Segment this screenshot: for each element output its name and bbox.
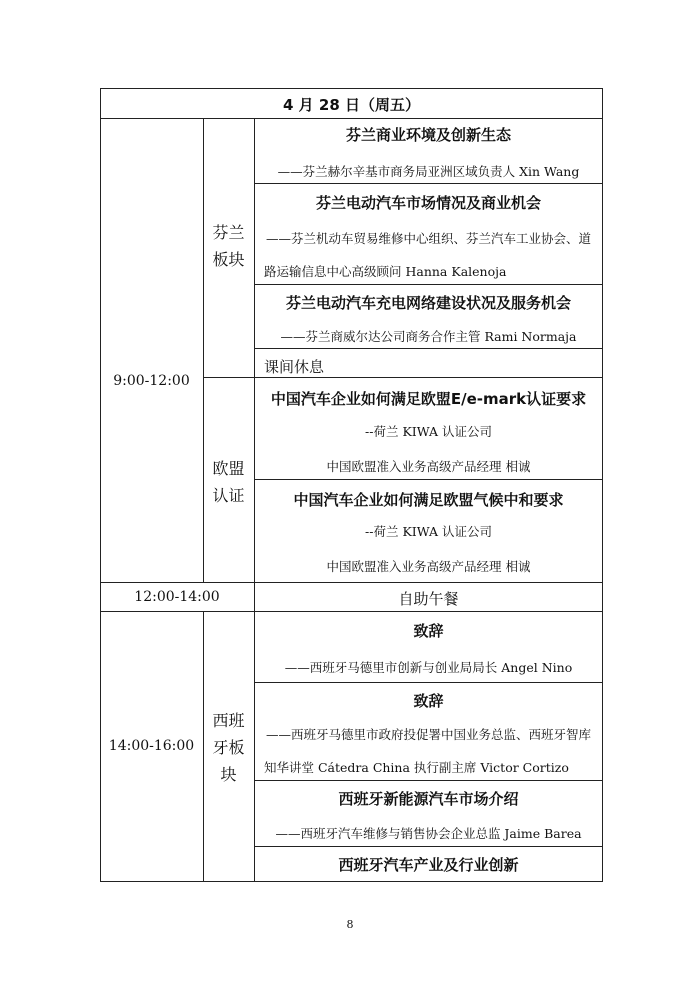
session-speaker: ——西班牙马德里市创新与创业局局长 Angel Nino	[284, 660, 573, 675]
row-divider	[100, 582, 603, 583]
row-divider	[254, 183, 603, 184]
time-slot-afternoon: 14:00-16:00	[108, 738, 195, 754]
row-divider	[254, 780, 603, 781]
column-divider	[254, 118, 255, 582]
session-title: 西班牙新能源汽车市场介绍	[338, 790, 519, 808]
row-divider	[254, 682, 603, 683]
time-slot-lunch: 12:00-14:00	[134, 589, 220, 605]
session-title: 中国汽车企业如何满足欧盟E/e-mark认证要求	[270, 390, 587, 408]
session-speaker: 知华讲堂 Cátedra China 执行副主席 Victor Cortizo	[264, 760, 569, 775]
table-border-bottom	[100, 881, 603, 882]
session-speaker: ——芬兰机动车贸易维修中心组织、芬兰汽车工业协会、道	[265, 231, 591, 246]
session-speaker: ——芬兰赫尔辛基市商务局亚洲区域负责人 Xin Wang	[277, 164, 580, 179]
session-title: 西班牙汽车产业及行业创新	[338, 856, 519, 874]
column-divider	[203, 118, 204, 582]
session-speaker: ——西班牙汽车维修与销售协会企业总监 Jaime Barea	[275, 826, 582, 841]
group-label-line: 块	[220, 765, 237, 784]
session-speaker: 中国欧盟准入业务高级产品经理 相诚	[326, 559, 531, 574]
session-speaker: 路运输信息中心高级顾问 Hanna Kalenoja	[264, 264, 507, 279]
session-speaker: --荷兰 KIWA 认证公司	[365, 524, 492, 539]
table-border-top	[100, 88, 603, 89]
session-title: 芬兰电动汽车市场情况及商业机会	[315, 194, 541, 212]
page-number: 8	[346, 918, 354, 931]
session-speaker: --荷兰 KIWA 认证公司	[365, 424, 492, 439]
group-label-line: 西班	[212, 711, 245, 730]
group-label-line: 芬兰	[212, 223, 245, 242]
time-slot-morning: 9:00-12:00	[113, 373, 190, 389]
session-speaker: ——西班牙马德里市政府投促署中国业务总监、西班牙智库	[265, 727, 591, 742]
group-label-spain	[203, 707, 254, 788]
session-speaker: ——芬兰商威尔达公司商务合作主管 Rami Normaja	[280, 329, 577, 344]
session-title: 致辞	[413, 692, 444, 710]
session-title: 中国汽车企业如何满足欧盟气候中和要求	[293, 491, 564, 509]
session-speaker: 中国欧盟准入业务高级产品经理 相诚	[326, 459, 531, 474]
row-divider	[100, 611, 603, 612]
session-title: 致辞	[413, 622, 444, 640]
session-title: 芬兰商业环境及创新生态	[345, 126, 511, 144]
group-label-line: 牙板	[212, 738, 245, 757]
row-divider	[254, 284, 603, 285]
session-break: 课间休息	[264, 358, 325, 376]
group-label-finland	[203, 219, 254, 273]
row-divider	[254, 846, 603, 847]
group-label-line: 板块	[212, 250, 245, 269]
row-divider	[203, 377, 603, 378]
group-label-line: 认证	[212, 486, 245, 505]
row-divider	[254, 348, 603, 349]
row-divider	[254, 479, 603, 480]
row-divider	[100, 118, 603, 119]
header-date: 4 月 28 日（周五）	[283, 96, 420, 114]
session-title: 芬兰电动汽车充电网络建设状况及服务机会	[285, 294, 571, 312]
lunch-label: 自助午餐	[398, 590, 459, 608]
group-label-line: 欧盟	[212, 459, 245, 478]
group-label-eu-certification	[203, 455, 254, 509]
table-border-left	[100, 88, 101, 882]
